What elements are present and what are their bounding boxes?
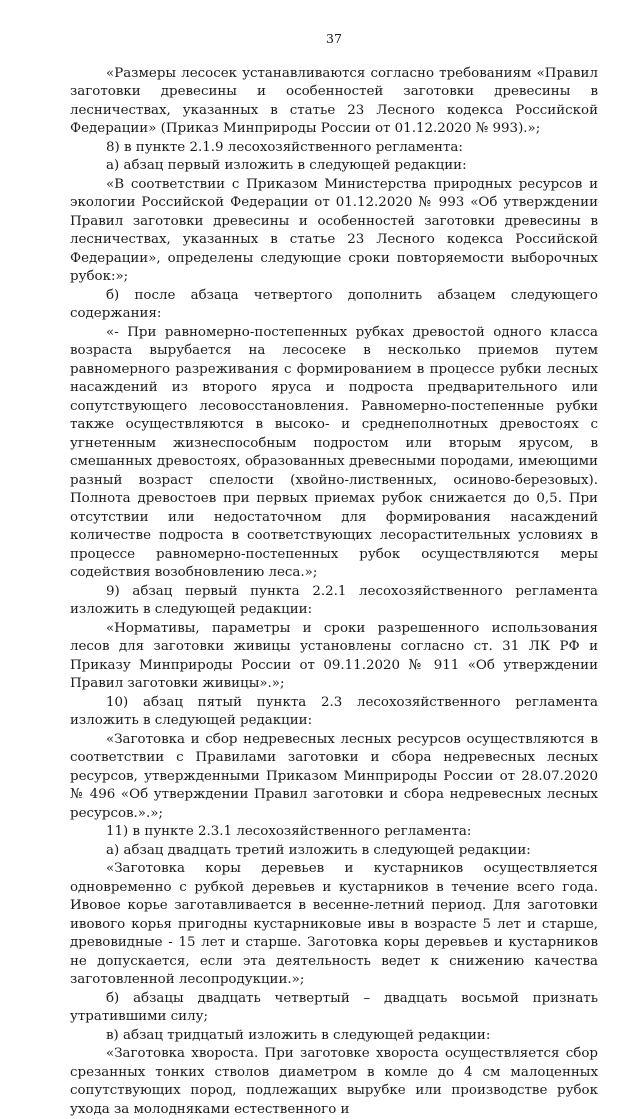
paragraph: б) после абзаца четвертого дополнить абзацем следующего содержания: — [70, 287, 598, 324]
paragraph: «- При равномерно-постепенных рубках древостой одного класса возраста вырубается на лесосеке в несколько приемов путем равномерного разреживания с формированием в процессе рубки лесных насаждений из второго яруса и подроста предварительного или сопутствующего лесовосстановления. Равномерно-постепенные рубки также осуществляются в высоко- и среднеполнотных древостоях с угнетенным жизнеспособным подростом или вторым ярусом, в смешанных древостоях, образованных древесными породами, имеющими разный возраст спелости (хвойно-лиственных, осиново-березовых). Полнота древостоев при первых приемах рубок снижается до 0,5. При отсутствии или недостаточном для формирования насаждений количестве подроста в соответствующих лесорастительных условиях в процессе равномерно-постепенных рубок осуществляются меры содействия возобновлению леса.»; — [70, 324, 598, 583]
paragraph: «В соответствии с Приказом Министерства природных ресурсов и экологии Российской Федерации от 01.12.2020 № 993 «Об утверждении Правил заготовки древесины и особенностей заготовки древесины в лесничествах, указанных в статье 23 Лесного кодекса Российской Федерации», определены следующие сроки повторяемости выборочных рубок:»; — [70, 176, 598, 287]
paragraph: «Заготовка и сбор недревесных лесных ресурсов осуществляются в соответствии с Правилами заготовки и сбора недревесных лесных ресурсов, утвержденными Приказом Минприроды России от 28.07.2020 № 496 «Об утверждении Правил заготовки и сбора недревесных лесных ресурсов.».»; — [70, 731, 598, 824]
paragraph: «Заготовка коры деревьев и кустарников осуществляется одновременно с рубкой деревьев и кустарников в течение всего года. Ивовое корье заготавливается в весенне-летний период. Для заготовки ивового корья пригодны кустарниковые ивы в возрасте 5 лет и старше, древовидные - 15 лет и старше. Заготовка коры деревьев и кустарников не допускается, если эта деятельность ведет к снижению качества заготовленной лесопродукции.»; — [70, 860, 598, 990]
paragraph: 8) в пункте 2.1.9 лесохозяйственного регламента: — [70, 139, 598, 158]
paragraph: «Заготовка хвороста. При заготовке хвороста осуществляется сбор срезанных тонких стволов диаметром в комле до 4 см малоценных сопутствующих пород, подлежащих вырубке или производстве рубок ухода за молодняками естественного и — [70, 1045, 598, 1119]
paragraph: а) абзац двадцать третий изложить в следующей редакции: — [70, 842, 598, 861]
document-body — [70, 65, 598, 1119]
paragraph: а) абзац первый изложить в следующей редакции: — [70, 157, 598, 176]
paragraph: 9) абзац первый пункта 2.2.1 лесохозяйственного регламента изложить в следующей редакции: — [70, 583, 598, 620]
paragraph: 11) в пункте 2.3.1 лесохозяйственного регламента: — [70, 823, 598, 842]
paragraph: «Нормативы, параметры и сроки разрешенного использования лесов для заготовки живицы установлены согласно ст. 31 ЛК РФ и Приказу Минприроды России от 09.11.2020 № 911 «Об утверждении Правил заготовки живицы».»; — [70, 620, 598, 694]
paragraph: 10) абзац пятый пункта 2.3 лесохозяйственного регламента изложить в следующей редакции: — [70, 694, 598, 731]
paragraph: в) абзац тридцатый изложить в следующей редакции: — [70, 1027, 598, 1046]
paragraph: б) абзацы двадцать четвертый – двадцать восьмой признать утратившими силу; — [70, 990, 598, 1027]
page-number: 37 — [70, 30, 598, 49]
paragraph: «Размеры лесосек устанавливаются согласно требованиям «Правил заготовки древесины и особенностей заготовки древесины в лесничествах, указанных в статье 23 Лесного кодекса Российской Федерации» (Приказ Минприроды России от 01.12.2020 № 993).»; — [70, 65, 598, 139]
